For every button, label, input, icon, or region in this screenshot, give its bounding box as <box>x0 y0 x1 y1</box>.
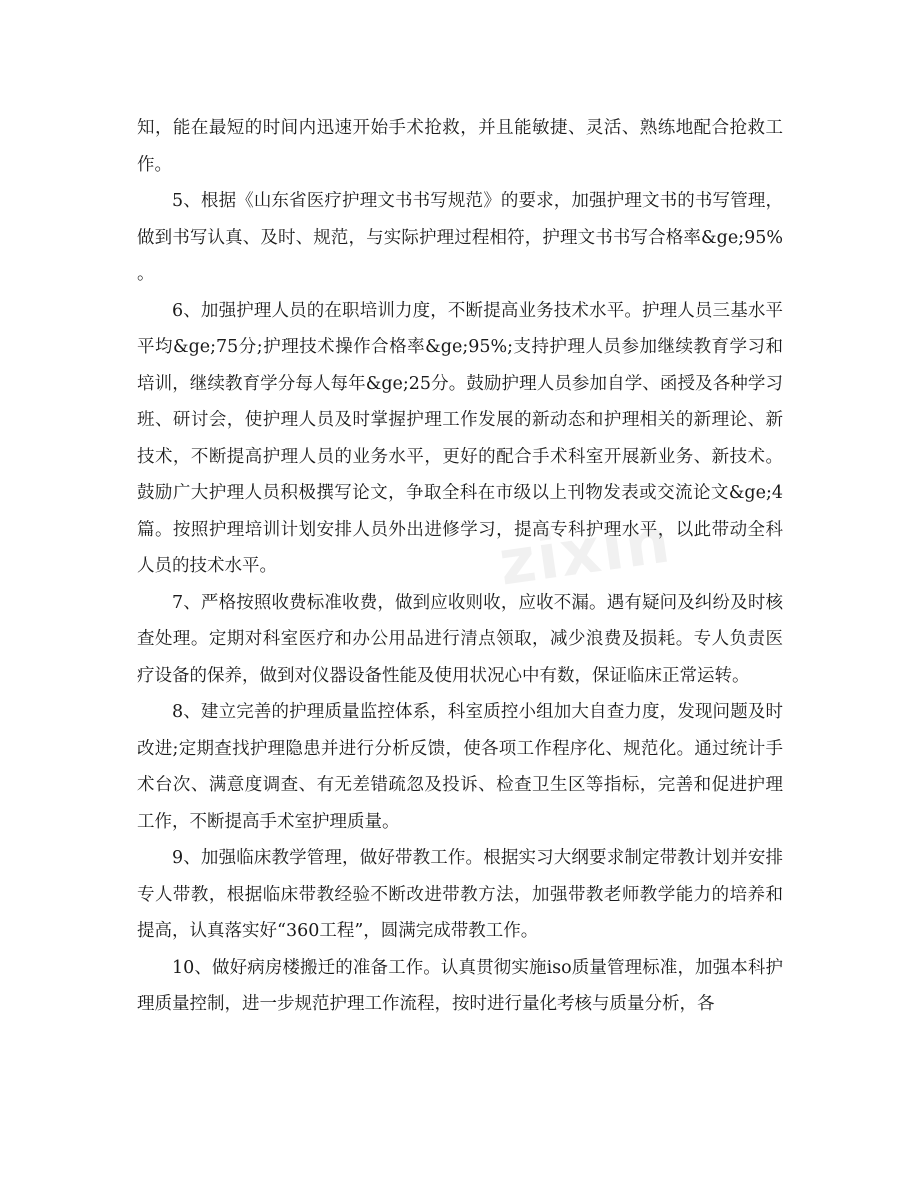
paragraph-item-5: 5、根据《山东省医疗护理文书书写规范》的要求，加强护理文书的书写管理，做到书写认真、及时、规范，与实际护理过程相符，护理文书书写合格率&ge;95%。 <box>137 191 783 284</box>
paragraph-item-10: 10、做好病房楼搬迁的准备工作。认真贯彻实施iso质量管理标准，加强本科护理质量控制，进一步规范护理工作流程，按时进行量化考核与质量分析，各 <box>137 957 783 1014</box>
document-body <box>137 110 783 1023</box>
paragraph-continued: 知，能在最短的时间内迅速开始手术抢救，并且能敏捷、灵活、熟练地配合抢救工作。 <box>137 118 783 175</box>
paragraph-item-9: 9、加强临床教学管理，做好带教工作。根据实习大纲要求制定带教计划并安排专人带教，根据临床带教经验不断改进带教方法，加强带教老师教学能力的培养和提高，认真落实好“360工程”，圆满完成带教工作。 <box>137 848 783 941</box>
watermark: zixin <box>494 503 676 600</box>
paragraph-item-7: 7、严格按照收费标准收费，做到应收则收，应收不漏。遇有疑问及纠纷及时核查处理。定期对科室医疗和办公用品进行清点领取，减少浪费及损耗。专人负责医疗设备的保养，做到对仪器设备性能及使用状况心中有数，保证临床正常运转。 <box>137 592 783 686</box>
paragraph-item-8: 8、建立完善的护理质量监控体系，科室质控小组加大自查力度，发现问题及时改进;定期查找护理隐患并进行分析反馈，使各项工作程序化、规范化。通过统计手术台次、满意度调查、有无差错疏忽及投诉、检查卫生区等指标，完善和促进护理工作，不断提高手术室护理质量。 <box>137 702 783 832</box>
paragraph-item-6: 6、加强护理人员的在职培训力度，不断提高业务技术水平。护理人员三基水平平均&ge;75分;护理技术操作合格率&ge;95%;支持护理人员参加继续教育学习和培训，继续教育学分每人每年&ge;25分。鼓励护理人员参加自学、函授及各种学习班、研讨会，使护理人员及时掌握护理工作发展的新动态和护理相关的新理论、新技术，不断提高护理人员的业务水平，更好的配合手术科室开展新业务、新技术。鼓励广大护理人员积极撰写论文，争取全科在市级以上刊物发表或交流论文&ge;4篇。按照护理培训计划安排人员外出进修学习，提高专科护理水平，以此带动全科人员的技术水平。 <box>137 300 783 576</box>
